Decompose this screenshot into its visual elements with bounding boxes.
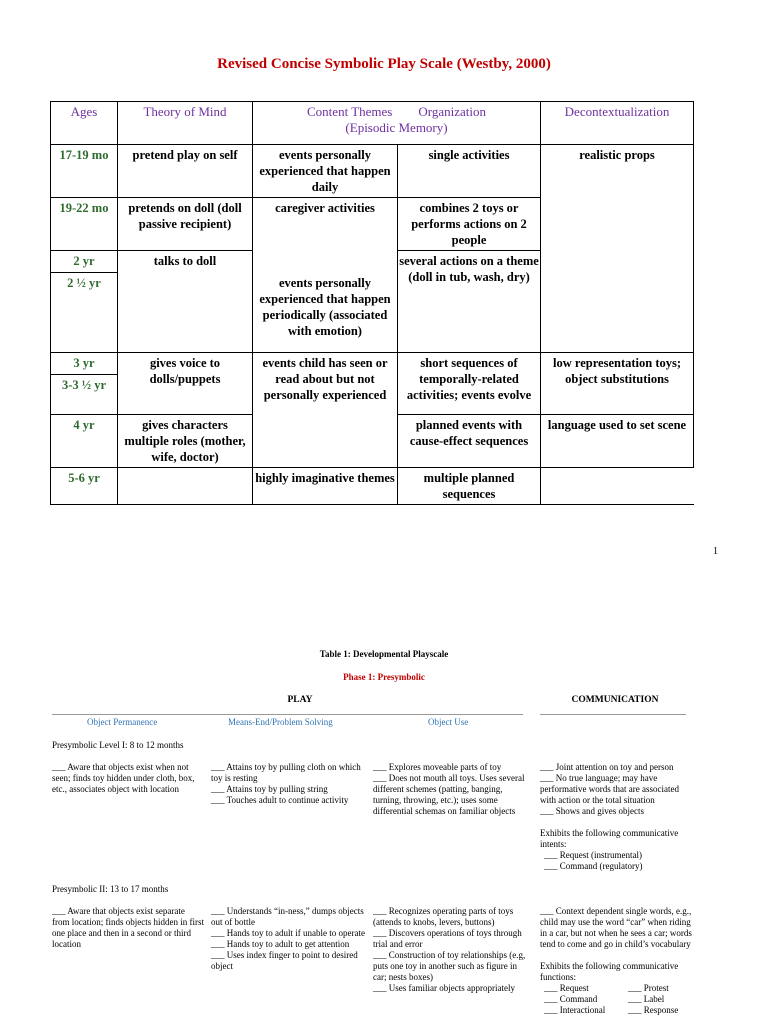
functions-list bbox=[540, 983, 692, 1023]
level1-heading: Presymbolic Level I: 8 to 12 months bbox=[52, 740, 184, 750]
play-scale-table bbox=[50, 101, 694, 505]
table-row bbox=[51, 468, 694, 505]
list-item: ___ Understands “in-ness,” dumps objects out of bottle bbox=[211, 906, 364, 927]
tom-cell: pretends on doll (doll passive recipient) bbox=[118, 198, 253, 251]
header-theory-of-mind: Theory of Mind bbox=[118, 102, 253, 145]
list-item: ___ Uses familiar objects appropriately bbox=[373, 983, 515, 993]
intents-intro: Exhibits the following communicative intents: bbox=[540, 828, 679, 849]
list-item: ___ Attains toy by pulling cloth on which toy is resting bbox=[211, 762, 361, 783]
age-cell: 2 ½ yr bbox=[51, 273, 118, 353]
decontext-cell: language used to set scene bbox=[541, 415, 694, 468]
table1-title: Table 1: Developmental Playscale bbox=[319, 649, 449, 659]
tom-cell: gives characters multiple roles (mother, wife, doctor) bbox=[118, 415, 253, 468]
level2-object-permanence: ___ Aware that objects exist separate from location; finds objects hidden in first one place and then in a second or third location bbox=[52, 906, 204, 949]
document-title: Revised Concise Symbolic Play Scale (Westby, 2000) bbox=[217, 56, 551, 72]
list-item: ___ Interactional bbox=[544, 1005, 606, 1015]
list-item: ___ Command bbox=[544, 994, 598, 1004]
header-content-themes: Content Themes bbox=[307, 104, 393, 119]
age-cell: 19-22 mo bbox=[51, 198, 118, 251]
play-divider bbox=[52, 714, 523, 715]
age-cell: 4 yr bbox=[51, 415, 118, 468]
play-heading: PLAY bbox=[287, 695, 313, 705]
organization-cell: short sequences of temporally-related activities; events evolve bbox=[398, 353, 541, 415]
list-item: ___ No true language; may have performative words that are associated with action or the total situation bbox=[540, 773, 679, 805]
list-item: ___ Label bbox=[628, 994, 665, 1004]
content-spacer-cell bbox=[253, 415, 398, 468]
header-ages: Ages bbox=[51, 102, 118, 145]
list-item: ___ Discovers operations of toys through trial and error bbox=[373, 928, 522, 949]
list-item: ___ Request (instrumental) bbox=[544, 850, 642, 860]
col-means-end: Means-End/Problem Solving bbox=[228, 717, 333, 727]
age-cell: 2 yr bbox=[51, 251, 118, 273]
list-item: ___ Context dependent single words, e.g., child may use the word “car” when riding in a car, but not when he sees a car; words tend to come and go in child’s vocabulary bbox=[540, 906, 692, 949]
content-cell: events personally experienced that happen periodically (associated with emotion) bbox=[253, 273, 398, 353]
list-item: ___ Attains toy by pulling string bbox=[211, 784, 328, 794]
list-item: ___ Uses index finger to point to desired object bbox=[211, 950, 358, 971]
communication-divider bbox=[540, 714, 686, 715]
content-cell: events personally experienced that happen daily bbox=[253, 145, 398, 198]
table-row bbox=[51, 415, 694, 468]
level2-object-use bbox=[373, 906, 528, 994]
organization-cell: planned events with cause-effect sequences bbox=[398, 415, 541, 468]
header-content-organization bbox=[253, 102, 541, 145]
decontext-cell-empty bbox=[541, 468, 694, 505]
list-item: ___ Response bbox=[628, 1005, 679, 1015]
header-episodic-memory: (Episodic Memory) bbox=[345, 120, 448, 135]
age-cell: 3-3 ½ yr bbox=[51, 375, 118, 415]
list-item: ___ Hands toy to adult if unable to operate bbox=[211, 928, 365, 938]
list-item: ___ Joint attention on toy and person bbox=[540, 762, 674, 772]
level1-means-end bbox=[211, 762, 366, 806]
organization-cell: single activities bbox=[398, 145, 541, 198]
header-organization: Organization bbox=[418, 104, 486, 119]
phase-title: Phase 1: Presymbolic bbox=[343, 672, 425, 682]
col-object-permanence: Object Permanence bbox=[87, 717, 158, 727]
tom-cell: gives voice to dolls/puppets bbox=[118, 353, 253, 415]
level2-heading: Presymbolic II: 13 to 17 months bbox=[52, 884, 169, 894]
list-item: ___ Hands toy to adult to get attention bbox=[211, 939, 350, 949]
content-cell: events child has seen or read about but not personally experienced bbox=[253, 353, 398, 415]
list-item: ___ Explores moveable parts of toy bbox=[373, 762, 502, 772]
tom-cell-empty bbox=[118, 468, 253, 505]
list-item: ___ Request bbox=[544, 983, 589, 993]
list-item: ___ Command (regulatory) bbox=[544, 861, 643, 871]
table-row bbox=[51, 145, 694, 198]
organization-cell: combines 2 toys or performs actions on 2 people bbox=[398, 198, 541, 251]
decontext-cell: low representation toys; object substitutions bbox=[541, 353, 694, 415]
functions-intro: Exhibits the following communicative functions: bbox=[540, 961, 679, 982]
organization-cell: several actions on a theme (doll in tub, wash, dry) bbox=[398, 251, 541, 353]
list-item: ___ Does not mouth all toys. Uses several different schemes (patting, banging, turning, throwing, etc.); uses some differential schemas on familiar objects bbox=[373, 773, 525, 816]
level1-communication bbox=[540, 762, 692, 872]
communication-heading: COMMUNICATION bbox=[571, 695, 659, 705]
list-item: ___ Recognizes operating parts of toys (attends to knobs, levers, buttons) bbox=[373, 906, 514, 927]
content-cell: highly imaginative themes bbox=[253, 468, 398, 505]
level2-means-end bbox=[211, 906, 366, 972]
level1-object-permanence: ___ Aware that objects exist when not seen; finds toy hidden under cloth, box, etc., associates object with location bbox=[52, 762, 195, 794]
list-item: ___ Protest bbox=[628, 983, 669, 993]
decontext-cell: realistic props bbox=[541, 145, 694, 353]
level1-object-use bbox=[373, 762, 525, 817]
col-object-use: Object Use bbox=[428, 717, 469, 727]
age-cell: 3 yr bbox=[51, 353, 118, 375]
tom-cell: talks to doll bbox=[118, 251, 253, 353]
header-row bbox=[51, 102, 694, 145]
tom-cell: pretend play on self bbox=[118, 145, 253, 198]
age-cell: 5-6 yr bbox=[51, 468, 118, 505]
table-row bbox=[51, 353, 694, 375]
functions-col-a bbox=[544, 983, 605, 1016]
functions-col-b bbox=[628, 983, 678, 1016]
content-spacer-cell bbox=[253, 251, 398, 273]
list-item: ___ Shows and gives objects bbox=[540, 806, 644, 816]
header-decontextualization: Decontextualization bbox=[541, 102, 694, 145]
organization-cell: multiple planned sequences bbox=[398, 468, 541, 505]
list-item: ___ Touches adult to continue activity bbox=[211, 795, 349, 805]
age-cell: 17-19 mo bbox=[51, 145, 118, 198]
level2-communication bbox=[540, 906, 692, 1023]
list-item: ___ Construction of toy relationships (e.g, puts one toy in another such as figure in car; nests boxes) bbox=[373, 950, 526, 982]
content-cell: caregiver activities bbox=[253, 198, 398, 251]
page-number: 1 bbox=[713, 546, 718, 557]
